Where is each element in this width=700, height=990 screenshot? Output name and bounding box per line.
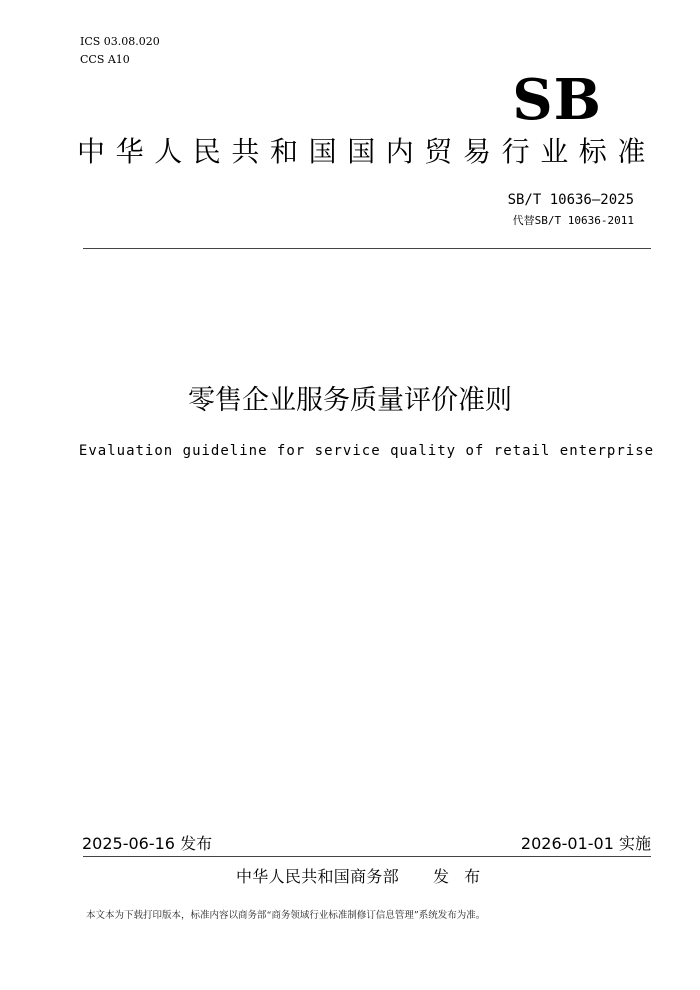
header-divider bbox=[83, 248, 651, 249]
issuing-authority: 中华人民共和国商务部 bbox=[236, 867, 400, 886]
download-notice: 本文本为下载打印版本，标准内容以商务部“商务领域行业标准制修订信息管理”系统发布为准。 bbox=[86, 910, 486, 921]
footer-divider bbox=[83, 856, 651, 857]
ics-code: ICS 03.08.020 bbox=[80, 35, 160, 48]
document-title-cn: 零售企业服务质量评价准则 bbox=[188, 385, 512, 416]
implement-date: 2026-01-01 实施 bbox=[520, 834, 651, 853]
replaces-standard: 代替SB/T 10636-2011 bbox=[512, 214, 634, 227]
sb-logo: SB bbox=[512, 67, 602, 133]
publish-date: 2025-06-16 发布 bbox=[82, 834, 213, 853]
document-title-en: Evaluation guideline for service quality of retail enterprise bbox=[78, 443, 655, 459]
ccs-code: CCS A10 bbox=[80, 53, 130, 66]
standard-number: SB/T 10636—2025 bbox=[507, 192, 634, 208]
standard-category-title: 中华人民共和国国内贸易行业标准 bbox=[77, 135, 657, 168]
issue-label: 发 布 bbox=[433, 867, 486, 886]
